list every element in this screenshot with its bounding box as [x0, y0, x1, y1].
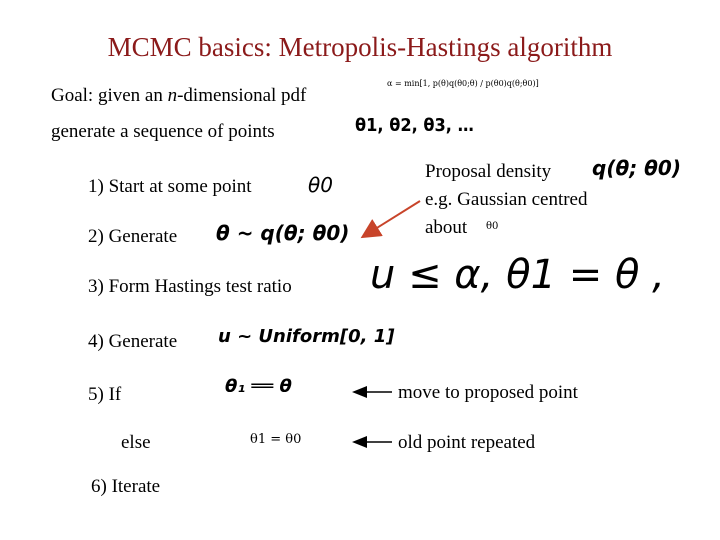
step4-text: 4) Generate [88, 331, 178, 352]
proposal-arrow [364, 201, 420, 236]
else-note: old point repeated [398, 432, 536, 453]
proposal-about-formula: θ0 [486, 221, 499, 232]
step3-text: 3) Form Hastings test ratio [88, 276, 292, 297]
step1-formula: θ0 [308, 173, 333, 197]
proposal-line3: about [425, 217, 468, 238]
proposal-line2: e.g. Gaussian centred [425, 189, 588, 210]
goal-text [51, 86, 306, 105]
else-formula: θ1 = θ0 [250, 432, 302, 447]
step6-text: 6) Iterate [91, 476, 161, 497]
generate-formula: θ1, θ2, θ3, … [355, 115, 474, 136]
step1-text: 1) Start at some point [88, 176, 252, 197]
step2-text: 2) Generate [88, 226, 178, 247]
slide-title: MCMC basics: Metropolis-Hastings algorithm [107, 32, 613, 62]
step5-formula-inline: θ₁ ══ θ [225, 376, 292, 397]
goal-n: n [167, 85, 178, 106]
goal-formula: α = min[1, p(θ)q(θ0;θ) / p(θ0)q(θ;θ0)] [387, 79, 539, 88]
step5-text: 5) If [88, 384, 122, 405]
generate-text: generate a sequence of points [51, 121, 275, 142]
goal-prefix: Goal: given an [51, 85, 168, 106]
else-text: else [121, 432, 151, 453]
proposal-line1: Proposal density [425, 161, 552, 182]
step5-big-formula: u ≤ α, θ1 = θ , [370, 252, 665, 298]
goal-suffix: -dimensional pdf [177, 85, 307, 106]
step4-formula: u ~ Uniform[0, 1] [218, 326, 395, 347]
step5-note: move to proposed point [398, 382, 578, 403]
proposal-formula: q(θ; θ0) [592, 156, 681, 180]
step2-formula: θ ~ q(θ; θ0) [216, 221, 350, 245]
